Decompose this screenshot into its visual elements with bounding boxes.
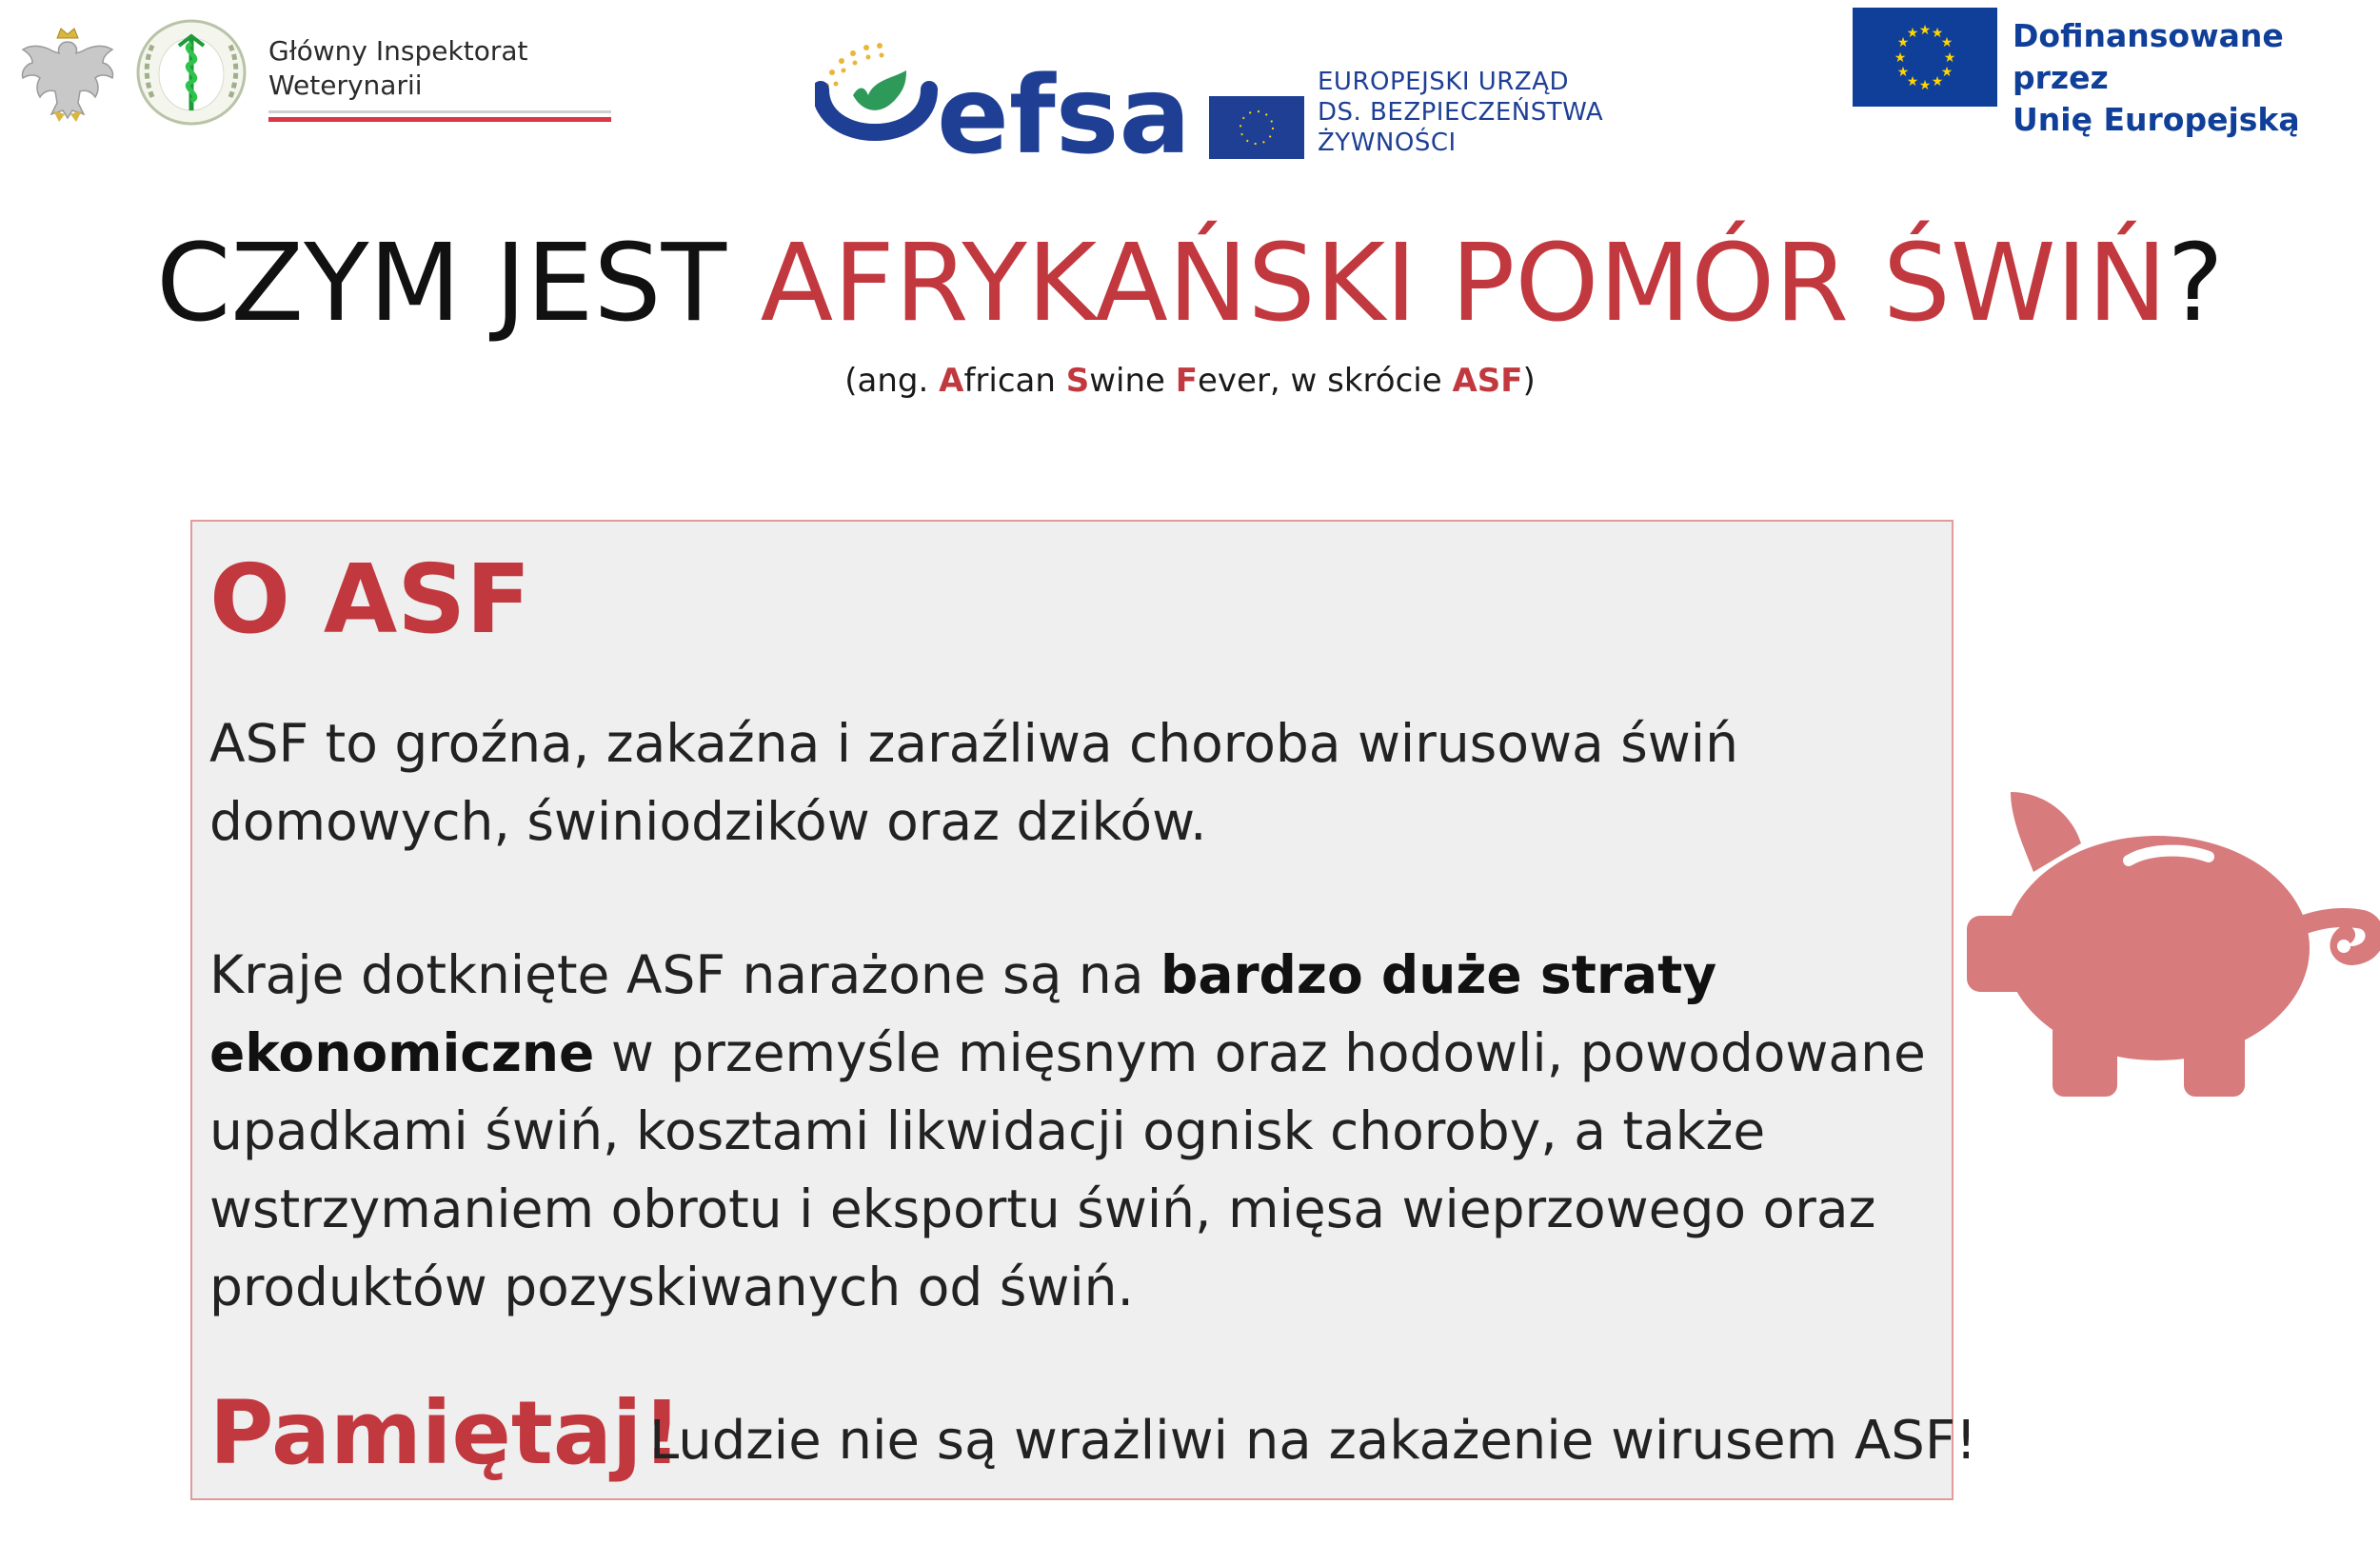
paragraph-1-line: ASF to groźna, zakaźna i zaraźliwa choroba wirusowa świń xyxy=(209,713,1738,774)
piggy-bank-icon xyxy=(1967,786,2380,1100)
title-suffix: ? xyxy=(2167,222,2224,346)
svg-text:★: ★ xyxy=(1894,50,1907,66)
eu-flag-icon xyxy=(1853,8,1997,107)
svg-text:★: ★ xyxy=(1940,35,1954,50)
svg-text:★: ★ xyxy=(1906,26,1919,41)
subtitle-abbreviation: ASF xyxy=(1452,362,1523,400)
svg-text:★: ★ xyxy=(1943,50,1956,66)
giw-name-line2: Weterynarii xyxy=(268,69,423,101)
efsa-name-line3: ŻYWNOŚCI xyxy=(1318,129,1457,157)
svg-text:★: ★ xyxy=(1931,74,1944,89)
svg-text:★: ★ xyxy=(1940,65,1954,80)
efsa-wordmark: efsa xyxy=(937,54,1191,162)
paragraph-2-line xyxy=(209,936,1716,1014)
subtitle-part: ) xyxy=(1522,362,1536,400)
subtitle-part: ever, w skrócie xyxy=(1197,362,1453,400)
giw-divider-gray xyxy=(268,110,611,113)
paragraph-1-line: domowych, świniodzików oraz dzików. xyxy=(209,791,1207,852)
giw-name xyxy=(268,34,527,103)
subtitle-part: frican xyxy=(963,362,1066,400)
veterinary-caduceus-seal-icon xyxy=(131,15,251,128)
paragraph-2-line: produktów pozyskiwanych od świń. xyxy=(209,1257,1135,1317)
efsa-eu-flag-icon xyxy=(1209,96,1304,159)
efsa-name-line1: EUROPEJSKI URZĄD xyxy=(1318,68,1569,96)
paragraph-2-line xyxy=(209,1014,1926,1092)
efsa-name-line2: DS. BEZPIECZEŃSTWA xyxy=(1318,98,1604,127)
page-subtitle xyxy=(0,360,2380,402)
svg-text:★: ★ xyxy=(1918,78,1932,93)
paragraph-2-text: w przemyśle mięsnym oraz hodowli, powodowane xyxy=(594,1022,1926,1083)
section-heading: O ASF xyxy=(209,544,531,655)
subtitle-letter-f: F xyxy=(1175,362,1198,400)
efsa-leaf-logo-icon xyxy=(815,29,1196,162)
svg-text:★: ★ xyxy=(1931,26,1944,41)
paragraph-2-emphasis: bardzo duże straty xyxy=(1160,944,1717,1005)
svg-text:★: ★ xyxy=(1896,65,1910,80)
paragraph-2-emphasis: ekonomiczne xyxy=(209,1022,595,1083)
svg-text:★: ★ xyxy=(1918,23,1932,38)
giw-divider-red xyxy=(268,117,611,122)
svg-text:★: ★ xyxy=(1906,74,1919,89)
remember-callout: Pamiętaj! xyxy=(209,1382,683,1484)
paragraph-2-line: wstrzymaniem obrotu i eksportu świń, mięsa wieprzowego oraz xyxy=(209,1178,1876,1239)
page-title xyxy=(0,217,2380,350)
efsa-agency-name xyxy=(1318,67,1603,158)
title-highlight: AFRYKAŃSKI POMÓR ŚWIŃ xyxy=(760,222,2168,346)
subtitle-part: wine xyxy=(1089,362,1176,400)
remember-text: Ludzie nie są wrażliwi na zakażenie wirusem ASF! xyxy=(649,1410,1977,1472)
paragraph-2-line: upadkami świń, kosztami likwidacji ognisk choroby, a także xyxy=(209,1100,1766,1161)
giw-name-line1: Główny Inspektorat xyxy=(268,35,528,67)
eu-funding-label xyxy=(2013,15,2380,141)
subtitle-part: (ang. xyxy=(844,362,940,400)
svg-text:★: ★ xyxy=(1896,35,1910,50)
polish-eagle-emblem-icon xyxy=(15,15,120,125)
title-prefix: CZYM JEST xyxy=(156,222,761,346)
subtitle-letter-s: S xyxy=(1065,362,1090,400)
eu-funding-line1: Dofinansowane przez xyxy=(2013,17,2284,96)
eu-funding-line2: Unię Europejską xyxy=(2013,101,2300,138)
subtitle-letter-a: A xyxy=(939,362,964,400)
paragraph-2-text: Kraje dotknięte ASF narażone są na xyxy=(209,944,1160,1005)
